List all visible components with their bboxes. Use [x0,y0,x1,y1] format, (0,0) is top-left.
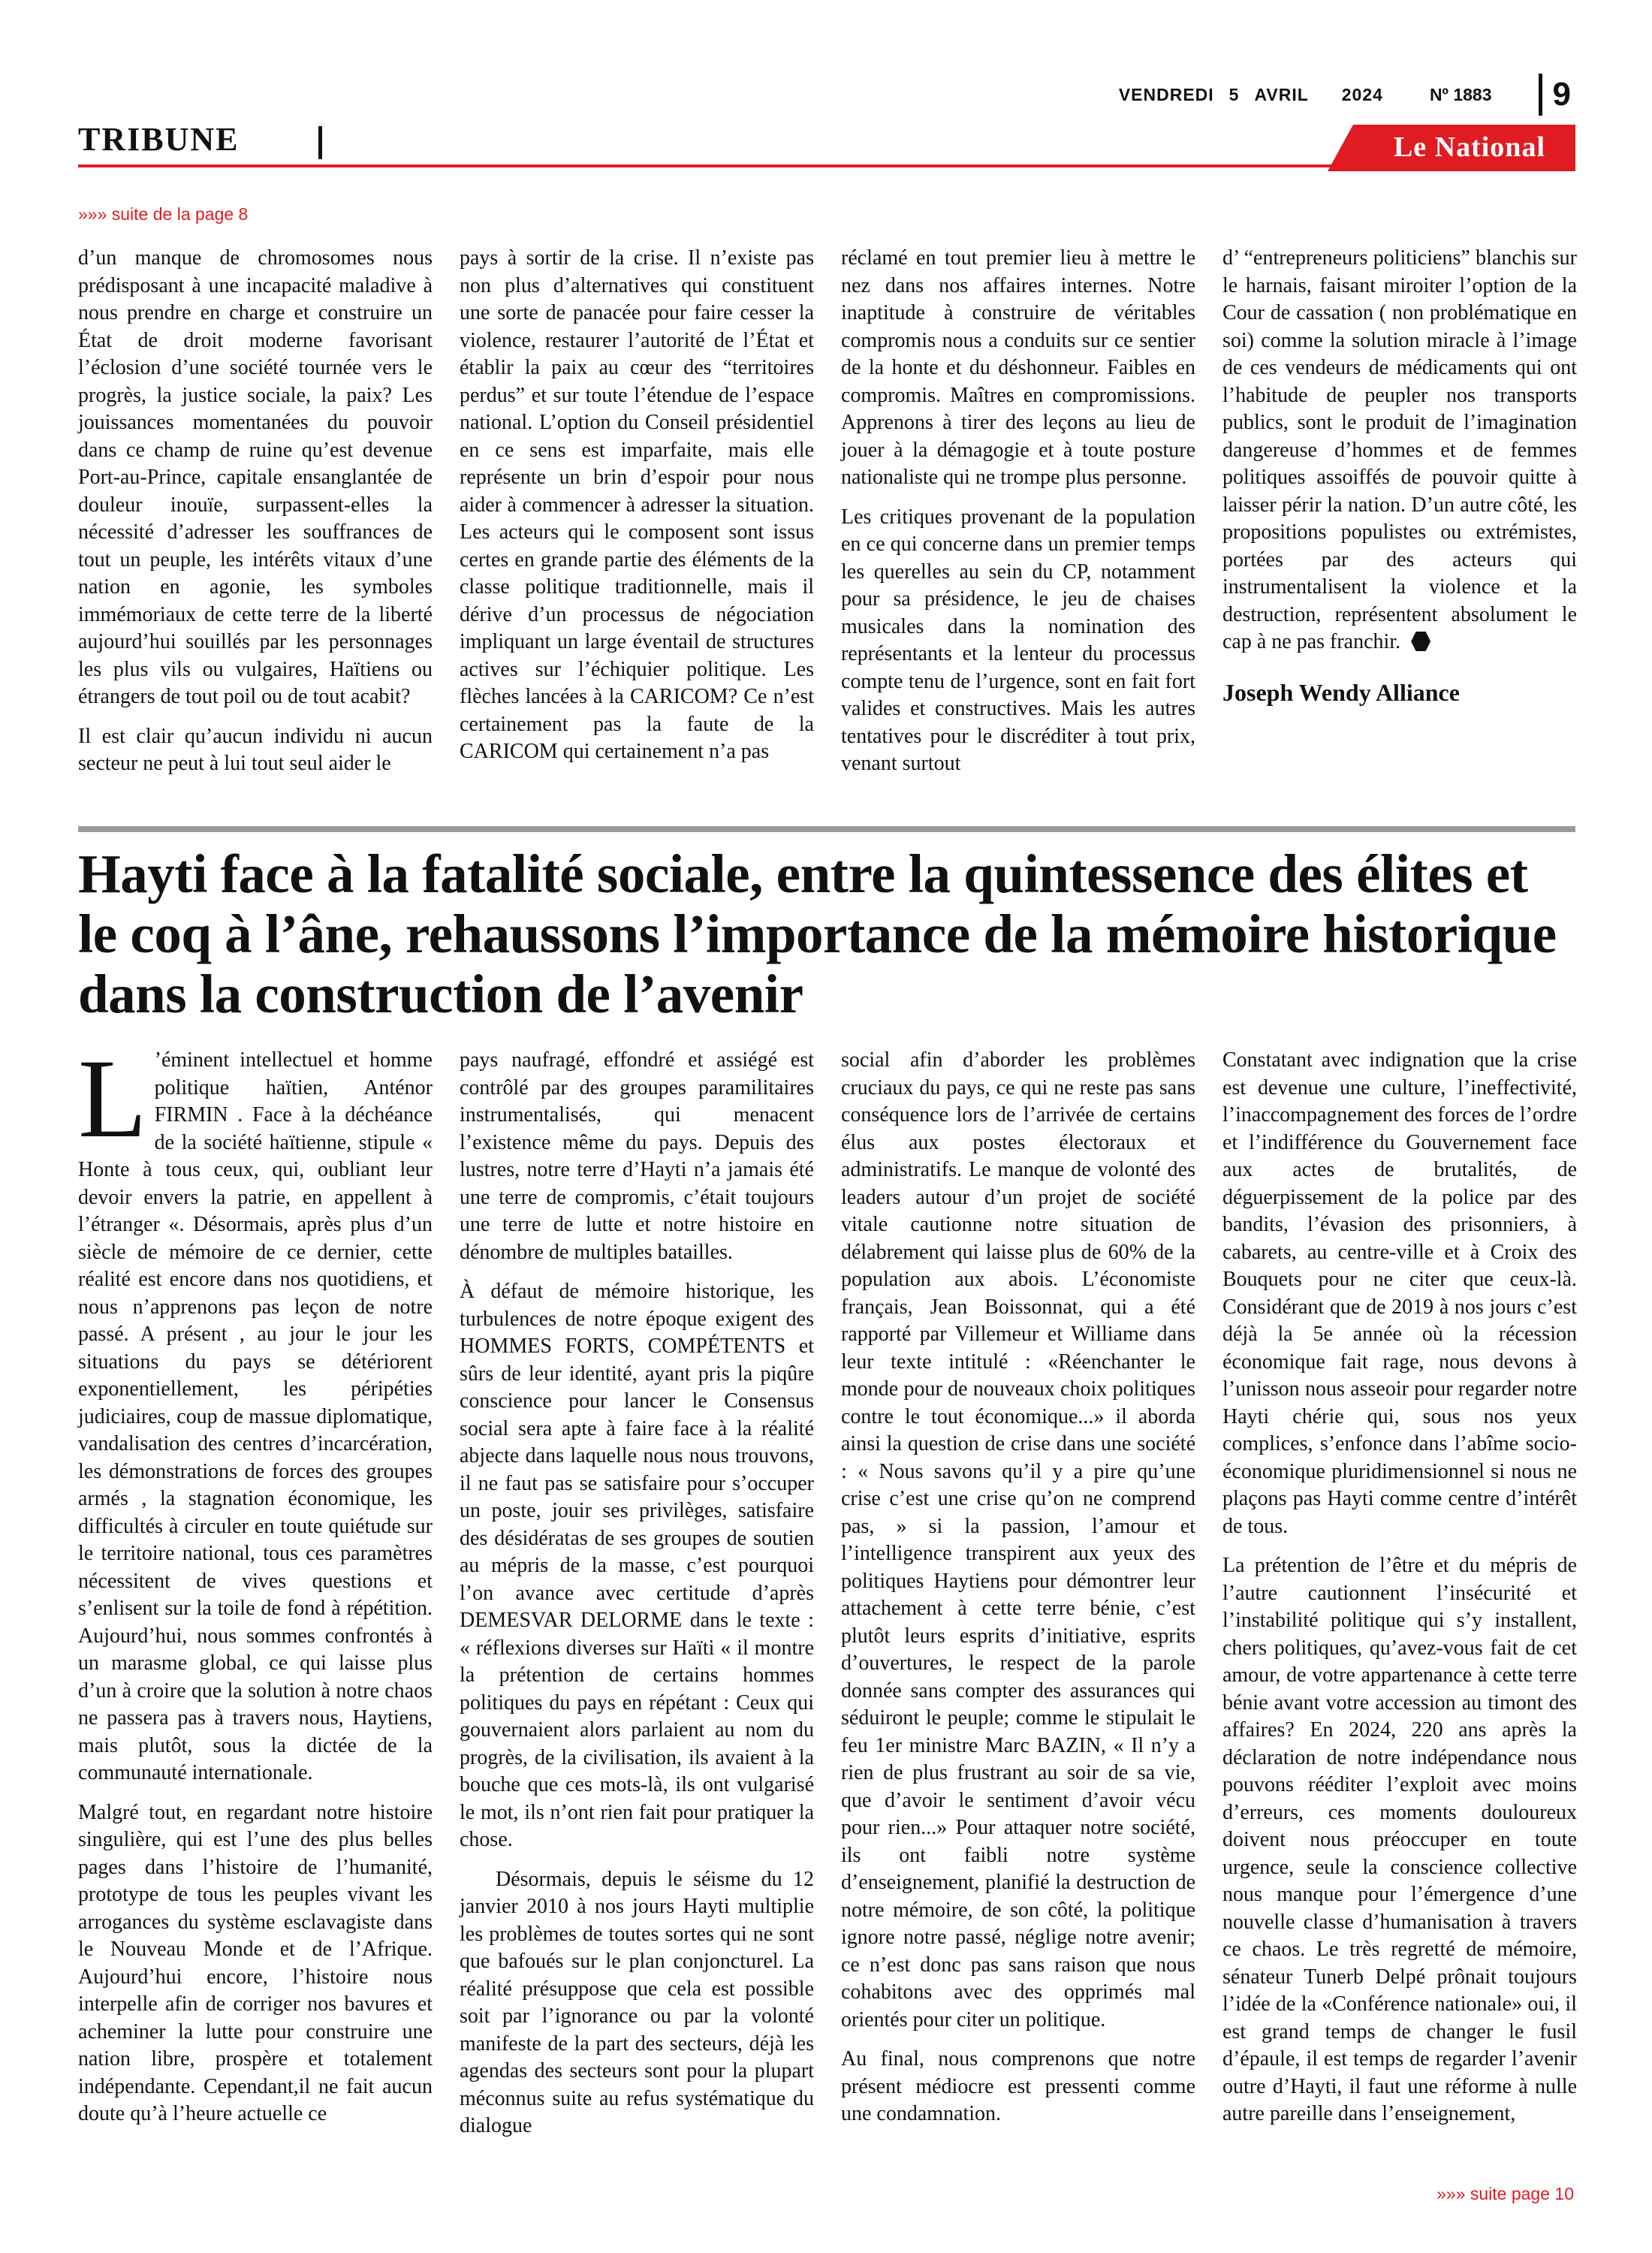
paragraph: d’un manque de chromosomes nous prédisposant à une incapacité maladive à nous prendre en charge et construire un État de droit moderne favorisant l’éclosion d’une société tournée vers le progrès, la justice sociale, la paix? Les jouissances momentanées du pouvoir dans ce champ de ruine qu’est devenue Port-au-Prince, capitale ensanglantée de douleur inouïe, surpassent-elles la nécessité d’adresser les souffrances de tout un peuple, les intérêts vitaux d’une nation en agonie, les symboles immémoriaux de cette terre de la liberté aujourd’hui souillés par les personnages les plus vils ou vulgaires, Haïtiens ou étrangers de tout poil ou de tout acabit? [78,246,433,708]
drop-cap: L [78,1036,147,1161]
paragraph: Malgré tout, en regardant notre histoire singulière, qui est l’une des plus belles pages dans l’histoire de l’humanité, prototype de tous les peuples vivant les arrogances du système esclavagiste dans le Nouveau Monde et de l’Afrique. Aujourd’hui encore, l’histoire nous interpelle afin de corriger nos bavures et acheminer la lutte pour construire une nation libre, prospère et totalement indépendante. Cependant,il ne fait aucun doute qu’à l’heure actuelle ce [78,1800,433,2125]
article-separator [78,826,1575,832]
author-signature: Joseph Wendy Alliance [1222,678,1460,706]
masthead-top [1119,72,1571,117]
end-of-article-icon [1411,632,1430,651]
date-month: AVRIL [1254,84,1309,104]
main-article [78,1036,1577,2184]
top-article-column-4 [1222,245,1577,807]
paragraph: Au final, nous comprenons que notre présent médiocre est pressenti comme une condamnation. [841,2047,1195,2125]
issue-number: Nº 1883 [1429,84,1492,104]
section-title: TRIBUNE [78,121,240,158]
date-year: 2024 [1341,84,1383,104]
brand-name: Le National [1393,131,1545,163]
paragraph: Constatant avec indignation que la crise est devenue une culture, l’ineffectivité, l’inaccompagnement des forces de l’ordre et l’indifférence du Gouvernement face aux actes de brutalités, de déguerpissement de la police par des bandits, l’évasion des prisonniers, à cabarets, au centre-ville et à Croix des Bouquets pour ne citer que ceux-là. Considérant que de 2019 à nos jours c’est déjà la 5e année où la récession économique fait rage, nous devons à l’unisson nous asseoir pour regarder notre Hayti chérie qui, sous nos yeux complices, s’enfonce dans l’abîme socio-économique pluridimensionnel si nous ne plaçons pas Hayti comme centre d’intérêt de tous. [1222,1048,1577,1538]
paragraph: Désormais, depuis le séisme du 12 janvier 2010 à nos jours Hayti multiplie les problèmes de toutes sortes qui ne sont que bafoués sur le plan conjoncturel. La réalité présuppose que cela est possible soit par l’ignorance ou par la volonté manifeste de la part des secteurs, déjà les agendas des secteurs sont pour la plupart méconnus suite au refus systématique du dialogue [460,1867,814,2137]
article-headline: Hayti face à la fatalité sociale, entre la quintessence des élites et le coq à l’âne, rehaussons l’importance de la mémoire historique dans la construction de l’avenir [78,843,1557,1024]
section-divider [318,126,322,159]
main-article-column-2 [460,1047,814,2184]
top-article-column-1 [78,245,433,807]
paragraph: pays à sortir de la crise. Il n’existe pas non plus d’alternatives qui constituent une sorte de panacée pour faire cesser la violence, restaurer l’autorité de l’État et établir la paix au cœur des “territoires perdus” et sur toute l’étendue de l’espace national. L’option du Conseil présidentiel en ce sens est imparfaite, mais elle représente un brin d’espoir pour nous aider à commencer à adresser la situation. Les acteurs qui le composent sont issus certes en grande partie des éléments de la classe politique traditionnelle, mais il dérive d’un processus de négociation impliquant un large éventail de structures actives sur l’échiquier politique. Les flèches lancées à la CARICOM? Ce n’est certainement pas la faute de la CARICOM qui certainement n’a pas [460,246,814,763]
paragraph-text: ’éminent intellectuel et homme politique haïtien, Anténor FIRMIN . Face à la déchéance de la société haïtienne, stipule « Honte à tous ceux, qui, oubliant leur devoir envers la patrie, en appellent à l’étranger «. Désormais, après plus d’un siècle de mémoire de ce dernier, cette réalité est encore dans nos quotidiens, et nous n’apprenons pas leçon de notre passé. A présent , au jour le jour les situations du pays se détériorent exponentiellement, les péripéties judiciaires, coup de massue diplomatique, vandalisation des centres d’incarcération, les démonstrations de forces des groupes armés , la stagnation économique, les difficultés à circuler en toute quiétude sur le territoire national, tous ces paramètres nécessitent de vives questions et s’enlisent sur la toile de fond à répétition. Aujourd’hui, nous sommes confrontés à un marasme global, ce qui laisse plus d’un à croire que la solution à notre chaos ne passera pas à travers nous, Haytiens, mais plutôt, sous la dictée de la communauté internationale. [78,1048,433,1784]
date-day: VENDREDI [1118,84,1214,104]
paragraph [1222,245,1577,656]
paragraph: Il est clair qu’aucun individu ni aucun secteur ne peut à lui tout seul aider le [78,724,433,775]
paragraph: réclamé en tout premier lieu à mettre le nez dans nos affaires internes. Notre inaptitude à construire de véritables compromis nous a conduits sur ce sentier de la honte et du déshonneur. Faibles en compromis. Maîtres en compromissions. Apprenons à tirer des leçons au lieu de jouer à la démagogie et à toute posture nationaliste qui ne trompe plus personne. [841,246,1195,489]
header-rule [78,164,1575,167]
paragraph: La prétention de l’être et du mépris de l’autre cautionnent l’insécurité et l’instabilité politique qui s’y installent, chers politiques, qu’avez-vous fait de cet amour, de votre appartenance à cette terre bénie avant votre accession au timont des affaires? En 2024, 220 ans après la déclaration de notre indépendance nous pouvons rééditer l’exploit avec moins d’erreurs, ces moments douloureux doivent nous préoccuper en toute urgence, seule la conscience collective nous manque pour l’émergence d’une nouvelle classe d’humanisation à travers ce chaos. Le très regretté de mémoire, sénateur Tunerb Delpé prônait toujours l’idée de la «Conférence nationale» oui, il est grand temps de changer le fusil d’épaule, il est temps de regarder l’avenir outre d’Hayti, il faut une réforme à nulle autre pareille dans l’enseignement, [1222,1554,1577,2125]
paragraph: Les critiques provenant de la population en ce qui concerne dans un premier temps les querelles au sein du CP, notamment pour sa présidence, le jeu de chaises musicales dans la nomination des représentants et la lenteur du processus compte tenu de l’urgence, sont en fait fort valides et constructives. Mais les autres tentatives pour le discréditer à tout prix, venant surtout [841,505,1195,775]
page-number: 9 [1552,76,1571,113]
paragraph: pays naufragé, effondré et assiégé est contrôlé par des groupes paramilitaires instrumentalisés, qui menacent l’existence même du pays. Depuis des lustres, notre terre d’Hayti n’a jamais été une terre de compromis, c’était toujours une terre de lutte et notre histoire en dénombre de multiples batailles. [460,1048,814,1264]
paragraph: À défaut de mémoire historique, les turbulences de notre époque exigent des HOMMES FORTS, COMPÉTENTS et sûrs de leur identité, ayant pris la piqûre conscience pour lancer le Consensus social sera apte à faire face à la réalité abjecte dans laquelle nous nous trouvons, il ne faut pas se satisfaire pour s’occuper un poste, jouir ses privilèges, satisfaire des désidératas de ses groupes de soutien au mépris de la masse, c’est pourquoi l’on avance avec certitude d’après DEMESVAR DELORME dans le texte : « réflexions diverses sur Haïti « il montre la prétention de certains hommes politiques du pays en répétant : Ceux qui gouvernaient alors parlaient au nom du progrès, de la civilisation, ils avaient à la bouche que ces mots-là, ils ont vulgarisé le mot, ils n’ont rien fait pour pratiquer la chose. [460,1280,814,1851]
top-article-column-3 [841,245,1195,807]
main-article-column-4 [1222,1047,1577,2184]
page-divider [1539,74,1542,116]
paragraph-text: d’ “entrepreneurs politiciens” blanchis sur le harnais, faisant miroiter l’option de la Cour de cassation ( non problématique en soi) comme la solution miracle à l’image de ces vendeurs de médicaments qui ont l’habitude de peupler nos transports publics, sont le produit de l’imagination dangereuse d’hommes et de femmes politiques assoiffés de pouvoir quitte à laisser périr la nation. D’un autre côté, les propositions populistes ou extrémistes, portées par des acteurs qui instrumentalisent la violence et la destruction, représentent absolument le cap à ne pas franchir. [1222,246,1577,653]
top-article [78,245,1577,807]
issue-date [1119,85,1383,105]
main-article-column-1 [78,1036,433,2184]
top-article-column-2 [460,245,814,807]
continued-from: »»» suite de la page 8 [78,204,249,224]
paragraph: social afin d’aborder les problèmes cruciaux du pays, ce qui ne reste pas sans conséquence lors de l’arrivée de certains élus aux postes électoraux et administratifs. Le manque de volonté des leaders autour d’un projet de société vitale cautionne notre situation de délabrement qui laisse plus de 60% de la population aux abois. L’économiste français, Jean Boissonnat, qui a été rapporté par Villemeur et Williame dans leur texte intitulé : «Réenchanter le monde pour de nouveaux choix politiques contre le tout économique...» il aborda ainsi la question de crise dans une société : « Nous savons qu’il y a pire qu’une crise c’est une crise qu’on ne comprend pas, » si la passion, l’amour et l’intelligence transpirent aux yeux des politiques Haytiens pour démontrer leur attachement à cette terre bénie, c’est plutôt leurs esprits d’initiative, esprits d’ouvertures, le respect de la parole donnée sans compter des assurances qui séduiront le peuple; comme le stipulait le feu 1er ministre Marc BAZIN, « Il n’y a rien de plus frustrant au soir de sa vie, que d’avoir le sentiment d’avoir vécu pour rien...» Pour attaquer notre société, ils ont faibli notre système d’enseignement, planifié la destruction de notre mémoire, de son côté, la politique ignore notre passé, néglige notre avenir; ce n’est donc pas sans raison que nous cohabitons avec des opprimés mal orientés pour citer un politique. [841,1048,1195,2031]
main-article-column-3 [841,1047,1195,2184]
date-num: 5 [1228,84,1240,104]
paragraph [78,1036,433,1787]
continued-to: »»» suite page 10 [1436,2184,1574,2203]
